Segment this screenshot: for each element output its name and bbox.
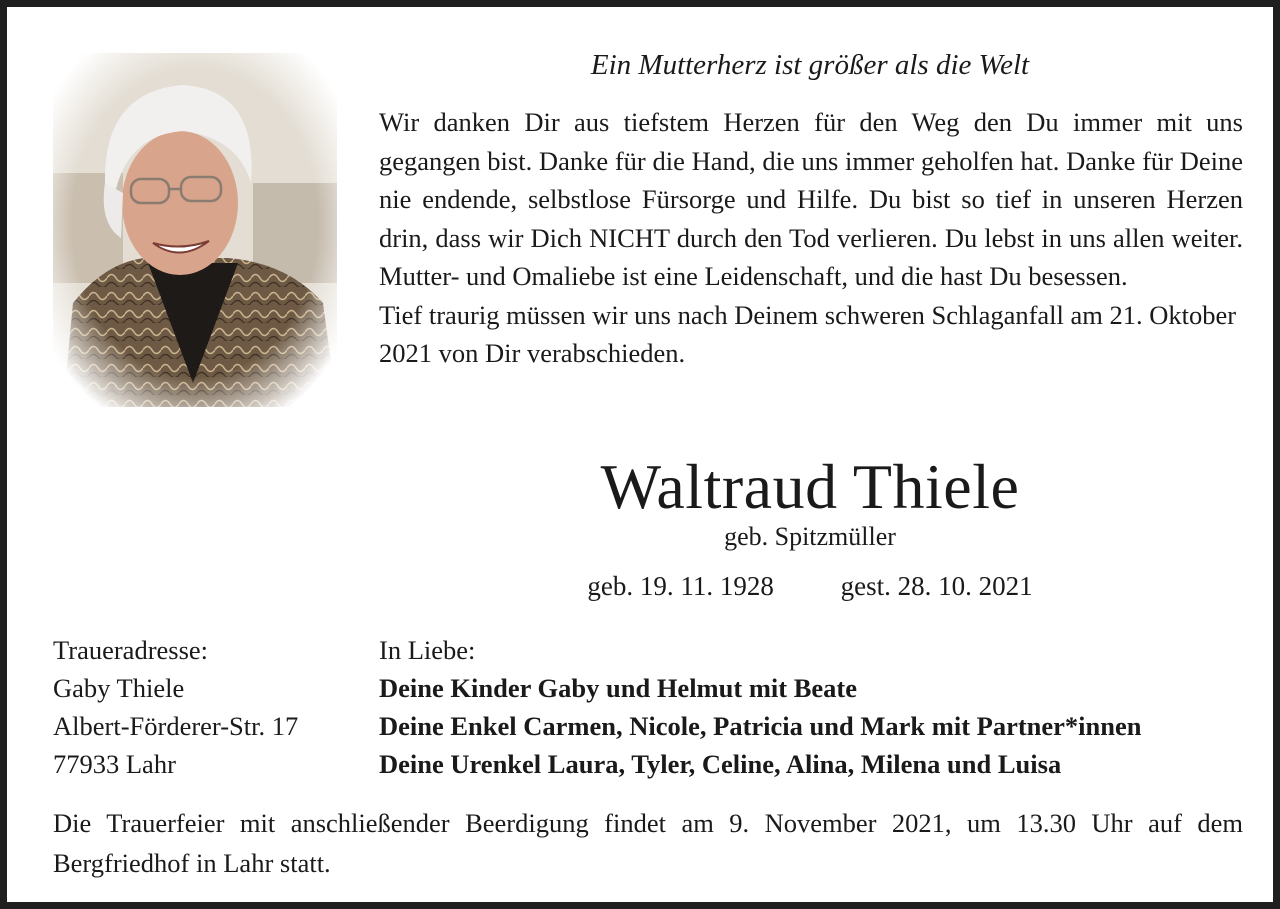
motto: Ein Mutterherz ist größer als die Welt (590, 49, 1030, 81)
portrait-illustration (53, 53, 337, 407)
tribute-paragraph-1: Wir danken Dir aus tiefstem Herzen für den Weg den Du immer mit uns gegangen bist. Danke für die Hand, die uns immer geholfen hat. Danke für Deine nie endende, selbstlose Fürsorge und Hilfe. Du bist so tief in unseren Herzen drin, dass wir Dich NICHT durch den Tod verlieren. Du lebst in uns allen weiter. Mutter- und Omaliebe ist eine Leidenschaft, und die hast Du besessen. (379, 107, 1243, 291)
maiden-name: geb. Spitzmüller (724, 522, 896, 551)
mourning-address (53, 631, 373, 783)
mourners-grandchildren: Deine Enkel Carmen, Nicole, Patricia und Mark mit Partner*innen (379, 711, 1142, 741)
mourners-intro: In Liebe: (379, 635, 476, 665)
life-dates (379, 567, 1241, 605)
tribute-text (379, 103, 1243, 373)
birth-date: geb. 19. 11. 1928 (587, 571, 774, 601)
tribute-paragraph-2: Tief traurig müssen wir uns nach Deinem schweren Schlaganfall am 21. Oktober 2021 von Dir verabschieden. (379, 299, 1237, 368)
address-city: 77933 Lahr (53, 749, 176, 779)
portrait-photo (53, 53, 337, 407)
address-label: Traueradresse: (53, 635, 209, 665)
address-street: Albert-Förderer-Str. 17 (53, 711, 299, 741)
deceased-name: Waltraud Thiele (600, 451, 1020, 522)
service-info (53, 803, 1243, 883)
address-name: Gaby Thiele (53, 673, 185, 703)
mourners-great-grandchildren: Deine Urenkel Laura, Tyler, Celine, Alina, Milena und Luisa (379, 749, 1062, 779)
mourners-list (379, 631, 1249, 783)
death-date: gest. 28. 10. 2021 (840, 571, 1033, 601)
service-text: Die Trauerfeier mit anschließender Beerdigung findet am 9. November 2021, um 13.30 Uhr auf dem Bergfriedhof in Lahr statt. (53, 808, 1243, 878)
mourners-children: Deine Kinder Gaby und Helmut mit Beate (379, 673, 857, 703)
